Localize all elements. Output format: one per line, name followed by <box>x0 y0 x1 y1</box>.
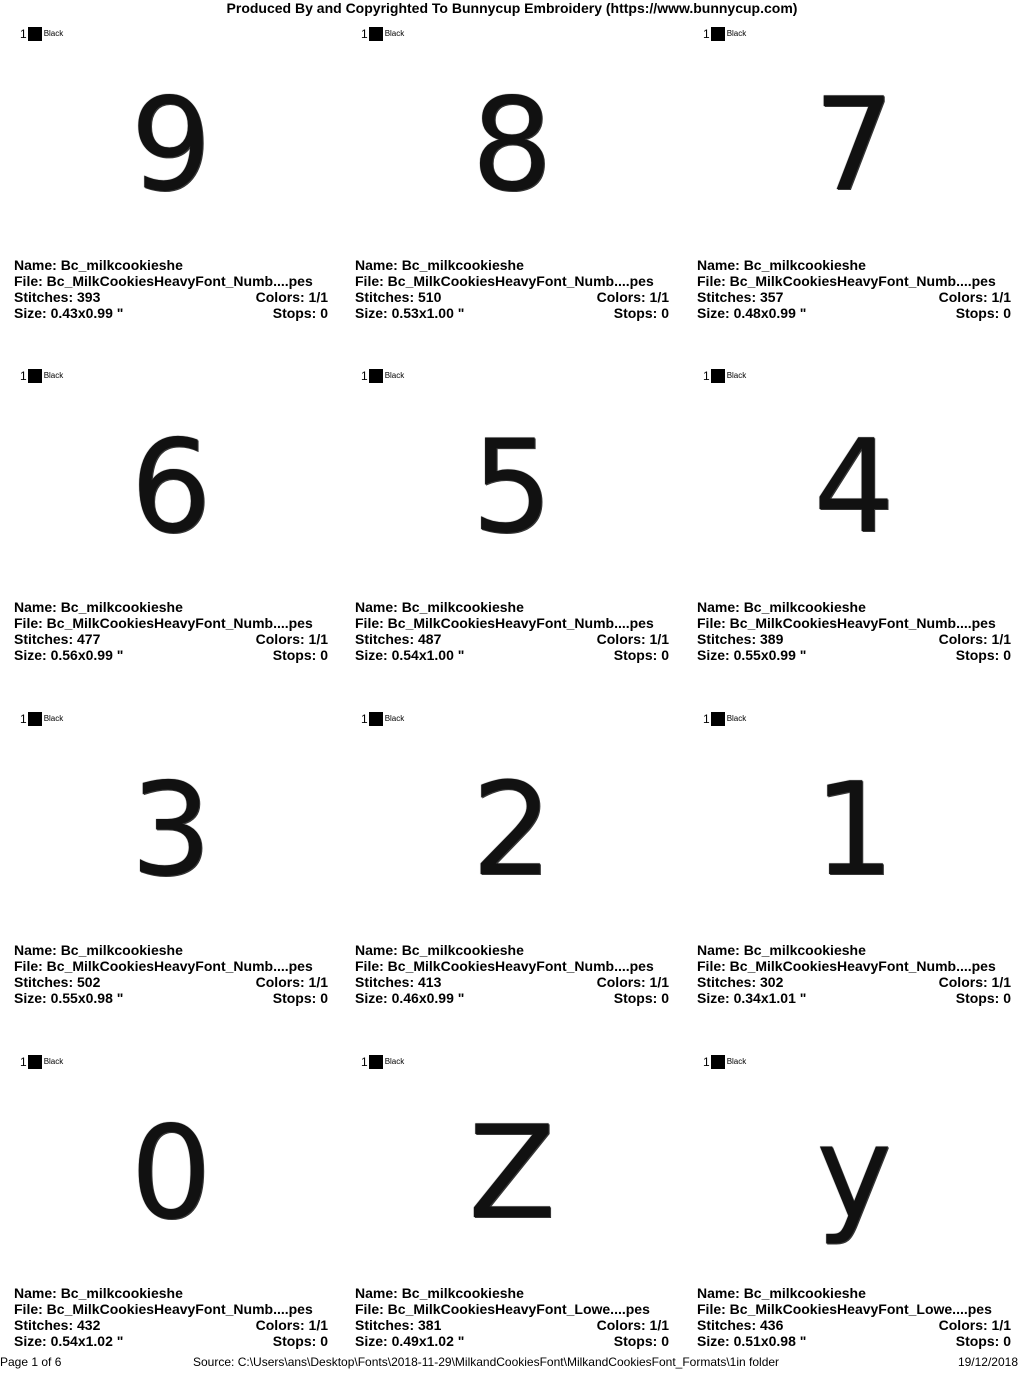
color-index: 1 <box>703 712 710 726</box>
design-size: Size: 0.55x0.99 " <box>697 647 807 663</box>
page-header: Produced By and Copyrighted To Bunnycup Embroidery (https://www.bunnycup.com) <box>226 0 798 16</box>
design-colors: Colors: 1/1 <box>938 289 1011 305</box>
design-stops: Stops: 0 <box>613 990 669 1006</box>
color-name: Black <box>43 714 64 723</box>
design-stitches: Stitches: 381 <box>355 1317 442 1333</box>
design-file: File: Bc_MilkCookiesHeavyFont_Lowe....pes <box>355 1301 650 1317</box>
color-swatch-row <box>20 712 63 726</box>
color-swatch <box>369 1055 383 1069</box>
color-index: 1 <box>703 27 710 41</box>
design-cell <box>0 24 342 366</box>
color-index: 1 <box>361 27 368 41</box>
design-stops: Stops: 0 <box>272 990 328 1006</box>
design-grid <box>0 24 1024 1349</box>
design-name: Name: Bc_milkcookieshe <box>697 1285 866 1301</box>
color-name: Black <box>384 714 405 723</box>
design-file: File: Bc_MilkCookiesHeavyFont_Numb....pes <box>355 615 654 631</box>
design-size: Size: 0.51x0.98 " <box>697 1333 807 1349</box>
color-swatch-row <box>361 27 404 41</box>
color-swatch <box>369 369 383 383</box>
design-info <box>697 257 1011 321</box>
design-stops: Stops: 0 <box>955 305 1011 321</box>
design-preview: 1 <box>813 756 895 905</box>
design-cell <box>0 1052 342 1394</box>
color-index: 1 <box>20 369 27 383</box>
design-colors: Colors: 1/1 <box>596 289 669 305</box>
design-preview: 9 <box>130 71 212 220</box>
page-number: Page 1 of 6 <box>0 1355 62 1369</box>
design-file: File: Bc_MilkCookiesHeavyFont_Numb....pes <box>355 273 654 289</box>
design-cell <box>341 1052 683 1394</box>
color-swatch-row <box>361 369 404 383</box>
design-preview: 5 <box>471 413 553 562</box>
design-name: Name: Bc_milkcookieshe <box>14 1285 183 1301</box>
design-colors: Colors: 1/1 <box>255 974 328 990</box>
design-stitches: Stitches: 393 <box>14 289 101 305</box>
design-info <box>697 599 1011 663</box>
color-name: Black <box>43 371 64 380</box>
design-file: File: Bc_MilkCookiesHeavyFont_Numb....pes <box>697 273 996 289</box>
color-swatch <box>28 1055 42 1069</box>
design-stops: Stops: 0 <box>955 1333 1011 1349</box>
design-size: Size: 0.34x1.01 " <box>697 990 807 1006</box>
design-stitches: Stitches: 510 <box>355 289 442 305</box>
design-stitches: Stitches: 432 <box>14 1317 101 1333</box>
color-swatch <box>711 369 725 383</box>
design-stitches: Stitches: 302 <box>697 974 784 990</box>
design-info <box>355 942 669 1006</box>
design-info <box>697 1285 1011 1349</box>
design-cell <box>683 1052 1024 1394</box>
design-cell <box>683 366 1024 708</box>
color-index: 1 <box>20 1055 27 1069</box>
design-size: Size: 0.54x1.02 " <box>14 1333 124 1349</box>
color-swatch <box>28 712 42 726</box>
design-size: Size: 0.55x0.98 " <box>14 990 124 1006</box>
color-swatch <box>369 27 383 41</box>
design-stops: Stops: 0 <box>613 647 669 663</box>
design-cell <box>0 366 342 708</box>
design-size: Size: 0.54x1.00 " <box>355 647 465 663</box>
design-preview: 4 <box>813 413 895 562</box>
design-preview: 3 <box>130 756 212 905</box>
design-stitches: Stitches: 389 <box>697 631 784 647</box>
design-stops: Stops: 0 <box>613 305 669 321</box>
design-name: Name: Bc_milkcookieshe <box>697 257 866 273</box>
design-size: Size: 0.56x0.99 " <box>14 647 124 663</box>
design-info <box>14 1285 328 1349</box>
design-file: File: Bc_MilkCookiesHeavyFont_Numb....pes <box>14 958 313 974</box>
design-name: Name: Bc_milkcookieshe <box>355 599 524 615</box>
color-swatch <box>28 369 42 383</box>
color-swatch <box>28 27 42 41</box>
color-swatch-row <box>361 712 404 726</box>
design-stops: Stops: 0 <box>955 647 1011 663</box>
color-swatch-row <box>703 27 746 41</box>
color-name: Black <box>384 1057 405 1066</box>
design-file: File: Bc_MilkCookiesHeavyFont_Numb....pes <box>697 958 996 974</box>
design-colors: Colors: 1/1 <box>938 974 1011 990</box>
design-size: Size: 0.43x0.99 " <box>14 305 124 321</box>
color-swatch <box>711 712 725 726</box>
design-size: Size: 0.48x0.99 " <box>697 305 807 321</box>
color-index: 1 <box>703 369 710 383</box>
design-info <box>355 1285 669 1349</box>
design-name: Name: Bc_milkcookieshe <box>14 257 183 273</box>
design-stops: Stops: 0 <box>272 647 328 663</box>
color-swatch-row <box>20 369 63 383</box>
color-index: 1 <box>20 712 27 726</box>
design-cell <box>341 709 683 1051</box>
color-swatch-row <box>20 1055 63 1069</box>
color-swatch-row <box>703 1055 746 1069</box>
design-stitches: Stitches: 436 <box>697 1317 784 1333</box>
color-swatch-row <box>703 712 746 726</box>
color-name: Black <box>726 29 747 38</box>
design-name: Name: Bc_milkcookieshe <box>355 257 524 273</box>
color-index: 1 <box>361 1055 368 1069</box>
color-swatch <box>711 27 725 41</box>
design-colors: Colors: 1/1 <box>255 289 328 305</box>
design-colors: Colors: 1/1 <box>596 631 669 647</box>
design-size: Size: 0.46x0.99 " <box>355 990 465 1006</box>
design-colors: Colors: 1/1 <box>938 631 1011 647</box>
color-swatch <box>711 1055 725 1069</box>
design-name: Name: Bc_milkcookieshe <box>355 1285 524 1301</box>
design-info <box>355 599 669 663</box>
design-info <box>14 942 328 1006</box>
design-stitches: Stitches: 477 <box>14 631 101 647</box>
color-index: 1 <box>361 712 368 726</box>
color-name: Black <box>726 371 747 380</box>
design-info <box>14 257 328 321</box>
design-cell <box>341 366 683 708</box>
design-stitches: Stitches: 413 <box>355 974 442 990</box>
design-stitches: Stitches: 487 <box>355 631 442 647</box>
design-cell <box>0 709 342 1051</box>
design-file: File: Bc_MilkCookiesHeavyFont_Numb....pes <box>14 615 313 631</box>
color-name: Black <box>384 371 405 380</box>
design-preview: Z <box>468 1099 556 1248</box>
design-size: Size: 0.53x1.00 " <box>355 305 465 321</box>
color-swatch-row <box>703 369 746 383</box>
design-name: Name: Bc_milkcookieshe <box>14 599 183 615</box>
design-cell <box>683 24 1024 366</box>
color-swatch-row <box>20 27 63 41</box>
design-file: File: Bc_MilkCookiesHeavyFont_Numb....pes <box>14 1301 313 1317</box>
design-colors: Colors: 1/1 <box>596 1317 669 1333</box>
design-name: Name: Bc_milkcookieshe <box>355 942 524 958</box>
design-stops: Stops: 0 <box>272 1333 328 1349</box>
color-index: 1 <box>20 27 27 41</box>
source-path: Source: C:\Users\ans\Desktop\Fonts\2018-11-29\MilkandCookiesFont\MilkandCookiesFont_Formats\1in folder <box>193 1355 780 1369</box>
design-cell <box>683 709 1024 1051</box>
print-date: 19/12/2018 <box>957 1355 1018 1369</box>
design-info <box>14 599 328 663</box>
design-preview: 2 <box>471 756 553 905</box>
color-name: Black <box>726 714 747 723</box>
design-colors: Colors: 1/1 <box>938 1317 1011 1333</box>
page-footer <box>0 1354 1024 1370</box>
design-file: File: Bc_MilkCookiesHeavyFont_Numb....pes <box>355 958 654 974</box>
design-file: File: Bc_MilkCookiesHeavyFont_Numb....pes <box>697 615 996 631</box>
design-preview: 7 <box>813 71 895 220</box>
design-stops: Stops: 0 <box>613 1333 669 1349</box>
design-preview: 6 <box>130 413 212 562</box>
design-colors: Colors: 1/1 <box>255 1317 328 1333</box>
design-stops: Stops: 0 <box>955 990 1011 1006</box>
color-name: Black <box>384 29 405 38</box>
design-stops: Stops: 0 <box>272 305 328 321</box>
design-colors: Colors: 1/1 <box>255 631 328 647</box>
color-index: 1 <box>703 1055 710 1069</box>
design-preview: y <box>816 1099 892 1248</box>
design-file: File: Bc_MilkCookiesHeavyFont_Numb....pes <box>14 273 313 289</box>
design-file: File: Bc_MilkCookiesHeavyFont_Lowe....pes <box>697 1301 992 1317</box>
color-name: Black <box>43 1057 64 1066</box>
design-cell <box>341 24 683 366</box>
design-size: Size: 0.49x1.02 " <box>355 1333 465 1349</box>
color-name: Black <box>43 29 64 38</box>
color-swatch-row <box>361 1055 404 1069</box>
color-name: Black <box>726 1057 747 1066</box>
design-name: Name: Bc_milkcookieshe <box>697 599 866 615</box>
color-swatch <box>369 712 383 726</box>
design-preview: 0 <box>130 1099 212 1248</box>
color-index: 1 <box>361 369 368 383</box>
design-name: Name: Bc_milkcookieshe <box>14 942 183 958</box>
design-stitches: Stitches: 502 <box>14 974 101 990</box>
design-preview: 8 <box>471 71 553 220</box>
design-info <box>697 942 1011 1006</box>
design-stitches: Stitches: 357 <box>697 289 784 305</box>
design-colors: Colors: 1/1 <box>596 974 669 990</box>
design-name: Name: Bc_milkcookieshe <box>697 942 866 958</box>
design-info <box>355 257 669 321</box>
